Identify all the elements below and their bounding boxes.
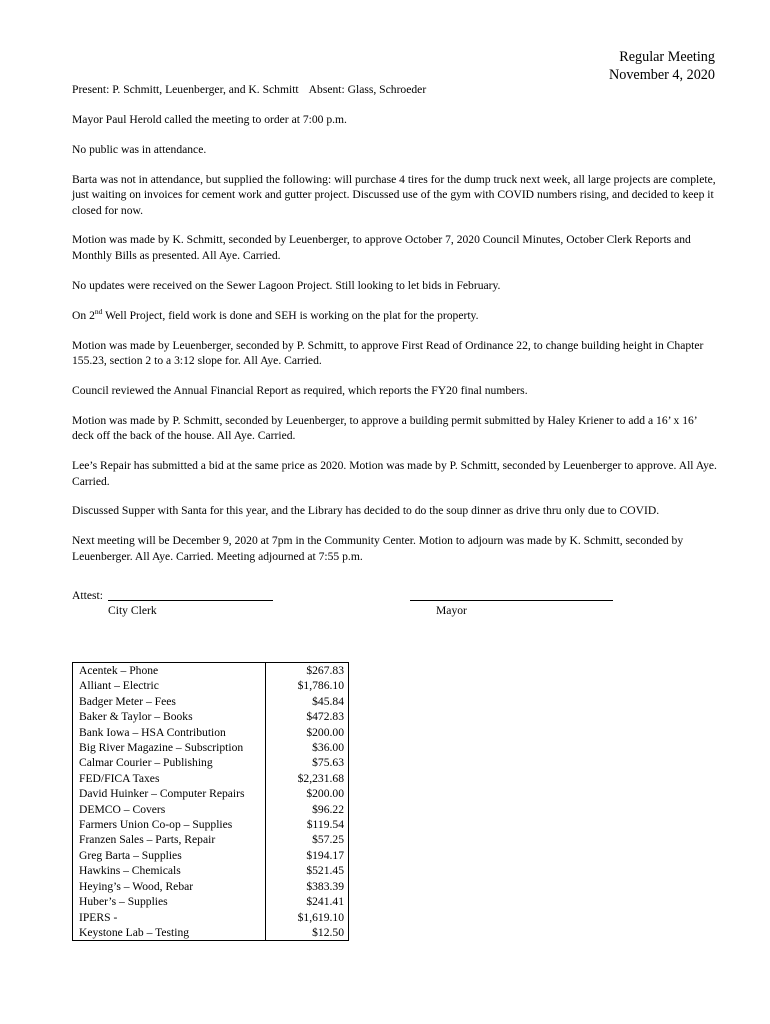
bill-payee: Huber’s – Supplies xyxy=(73,894,266,909)
bill-amount: $1,786.10 xyxy=(266,678,349,693)
bill-row xyxy=(73,678,349,693)
attendance-line xyxy=(72,82,720,97)
bill-payee: Acentek – Phone xyxy=(73,663,266,679)
bills-table xyxy=(72,662,349,941)
bill-amount: $119.54 xyxy=(266,817,349,832)
bill-payee: Farmers Union Co-op – Supplies xyxy=(73,817,266,832)
bill-row xyxy=(73,771,349,786)
bill-payee: Badger Meter – Fees xyxy=(73,694,266,709)
bill-amount: $472.83 xyxy=(266,709,349,724)
bill-row xyxy=(73,786,349,801)
bill-row xyxy=(73,848,349,863)
bill-payee: Heying’s – Wood, Rebar xyxy=(73,879,266,894)
bill-amount: $521.45 xyxy=(266,863,349,878)
bill-amount: $383.39 xyxy=(266,879,349,894)
city-clerk-label: City Clerk xyxy=(108,604,157,617)
meeting-title: Regular Meeting xyxy=(619,49,715,65)
sewer-lagoon-update: No updates were received on the Sewer Lagoon Project. Still looking to let bids in February. xyxy=(72,278,501,292)
bill-row xyxy=(73,725,349,740)
next-meeting-adjourn: Next meeting will be December 9, 2020 at 7pm in the Community Center. Motion to adjourn was made by K. Schmitt, seconded by Leuenberger. All Aye. Carried. Meeting adjourned at 7:55 p.m. xyxy=(72,534,684,563)
bill-payee: Bank Iowa – HSA Contribution xyxy=(73,725,266,740)
bill-row xyxy=(73,925,349,941)
bill-payee: Franzen Sales – Parts, Repair xyxy=(73,832,266,847)
bill-payee: Big River Magazine – Subscription xyxy=(73,740,266,755)
bill-amount: $57.25 xyxy=(266,832,349,847)
attest-label: Attest: xyxy=(72,589,103,602)
bill-row xyxy=(73,663,349,679)
bill-amount: $241.41 xyxy=(266,894,349,909)
bill-payee: IPERS - xyxy=(73,910,266,925)
bill-row xyxy=(73,740,349,755)
bill-row xyxy=(73,755,349,770)
bill-payee: DEMCO – Covers xyxy=(73,802,266,817)
present-members: Present: P. Schmitt, Leuenberger, and K. Schmitt xyxy=(72,83,299,96)
bill-amount: $36.00 xyxy=(266,740,349,755)
bill-row xyxy=(73,910,349,925)
santa-supper-note: Discussed Supper with Santa for this year, and the Library has decided to do the soup dinner as drive thru only due to COVID. xyxy=(72,504,660,518)
bill-payee: FED/FICA Taxes xyxy=(73,771,266,786)
bill-amount: $1,619.10 xyxy=(266,910,349,925)
absent-members: Absent: Glass, Schroeder xyxy=(308,83,427,96)
meeting-date: November 4, 2020 xyxy=(609,67,715,83)
bill-payee: Greg Barta – Supplies xyxy=(73,848,266,863)
bill-amount: $200.00 xyxy=(266,786,349,801)
mayor-signature-line xyxy=(410,600,613,601)
bill-row xyxy=(73,694,349,709)
bill-amount: $96.22 xyxy=(266,802,349,817)
repair-bid-motion: Lee’s Repair has submitted a bid at the same price as 2020. Motion was made by P. Schmitt, seconded by Leuenberger to approve. All Aye. Carried. xyxy=(72,459,717,488)
well-project-update: On 2nd Well Project, field work is done and SEH is working on the plat for the property. xyxy=(72,306,479,322)
bill-amount: $75.63 xyxy=(266,755,349,770)
bill-payee: Hawkins – Chemicals xyxy=(73,863,266,878)
bill-amount: $194.17 xyxy=(266,848,349,863)
bill-payee: Keystone Lab – Testing xyxy=(73,925,266,941)
building-permit-motion: Motion was made by P. Schmitt, seconded by Leuenberger, to approve a building permit submitted by Haley Kriener to add a 16’ x 16’ deck off the back of the house. All Aye. Carried. xyxy=(72,413,697,443)
mayor-label: Mayor xyxy=(436,604,467,617)
bill-row xyxy=(73,802,349,817)
bill-row xyxy=(73,894,349,909)
clerk-signature-line xyxy=(108,600,273,601)
document-heading xyxy=(609,48,715,84)
call-to-order: Mayor Paul Herold called the meeting to order at 7:00 p.m. xyxy=(72,112,347,126)
bill-payee: David Huinker – Computer Repairs xyxy=(73,786,266,801)
bill-amount: $45.84 xyxy=(266,694,349,709)
barta-report: Barta was not in attendance, but supplied the following: will purchase 4 tires for the dump truck next week, all large projects are complete, just waiting on invoices for cement work and gutter project. Discussed use of the gym with COVID numbers rising, and decided to keep it closed for now. xyxy=(72,172,716,217)
minutes-approval-motion: Motion was made by K. Schmitt, seconded by Leuenberger, to approve October 7, 2020 Council Minutes, October Clerk Reports and Monthly Bills as presented. All Aye. Carried. xyxy=(72,233,691,262)
bill-payee: Alliant – Electric xyxy=(73,678,266,693)
bill-row xyxy=(73,832,349,847)
bill-row xyxy=(73,709,349,724)
bill-row xyxy=(73,817,349,832)
public-attendance: No public was in attendance. xyxy=(72,142,207,156)
bill-row xyxy=(73,863,349,878)
bill-amount: $267.83 xyxy=(266,663,349,679)
bill-payee: Baker & Taylor – Books xyxy=(73,709,266,724)
bills-table-body xyxy=(73,663,349,941)
financial-report: Council reviewed the Annual Financial Report as required, which reports the FY20 final numbers. xyxy=(72,383,528,397)
bill-payee: Calmar Courier – Publishing xyxy=(73,755,266,770)
ordinance-motion: Motion was made by Leuenberger, seconded by P. Schmitt, to approve First Read of Ordinance 22, to change building height in Chapter 155.23, section 2 to a 3:12 slope for. All Aye. Carried. xyxy=(72,338,704,367)
bill-amount: $200.00 xyxy=(266,725,349,740)
bill-row xyxy=(73,879,349,894)
bill-amount: $2,231.68 xyxy=(266,771,349,786)
bill-amount: $12.50 xyxy=(266,925,349,941)
minutes-body xyxy=(72,82,720,579)
signature-block xyxy=(72,588,672,624)
